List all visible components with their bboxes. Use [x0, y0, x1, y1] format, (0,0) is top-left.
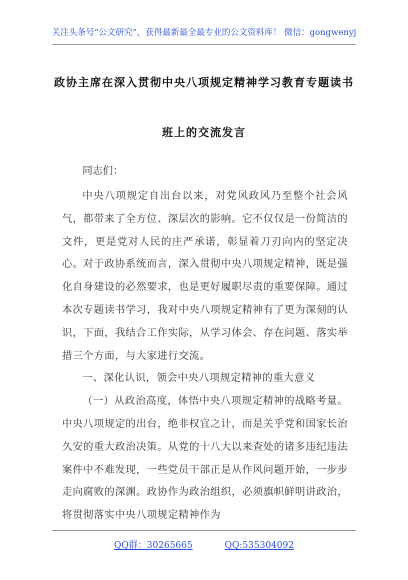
- footer-divider: [52, 530, 356, 531]
- document-body: [62, 160, 348, 528]
- document-title-line-1: 政协主席在深入贯彻中央八项规定精神学习教育专题读书: [54, 76, 354, 89]
- section-heading-1: 一、深化认识，领会中央八项规定精神的重大意义: [82, 373, 316, 385]
- header-divider: [52, 44, 356, 45]
- greeting: 同志们：: [82, 166, 124, 177]
- header-promo-note: 关注头条号“公文研究”，获得最新最全最专业的公文资料库！ 微信：gongwenyj: [51, 28, 357, 38]
- footer-qq: QQ:535304092: [224, 541, 294, 551]
- body-paragraph-subsection-1: （一）从政治高度，体悟中央八项规定精神的战略考量。中央八项规定的出台，绝非权宜之计，而是关乎党和国家长治久安的重大政治决策。从党的十八大以来查处的诸多违纪违法案件中不难发现，一些党员干部正是从作风问题开始，一步步走向腐败的深渊。政协作为政治组织，必须旗帜鲜明讲政治，将贯彻落实中央八项规定精神作为: [62, 396, 348, 522]
- footer-contact: [0, 538, 408, 551]
- document-title-line-2: 班上的交流发言: [162, 126, 246, 139]
- body-paragraph-intro: 中央八项规定自出台以来，对党风政风乃至整个社会风气，都带来了全方位、深层次的影响。它不仅仅是一份简洁的文件，更是党对人民的庄严承诺，彰显着刀刃向内的坚定决心。对于政协系统而言，深入贯彻中央八项规定精神，既是强化自身建设的必然要求，也是更好履职尽责的重要保障。通过本次专题读书学习，我对中央八项规定精神有了更为深刻的认识，下面，我结合工作实际，从学习体会、存在问题、落实举措三个方面，与大家进行交流。: [62, 191, 348, 362]
- footer-qq-group: QQ群：30265665: [114, 541, 193, 551]
